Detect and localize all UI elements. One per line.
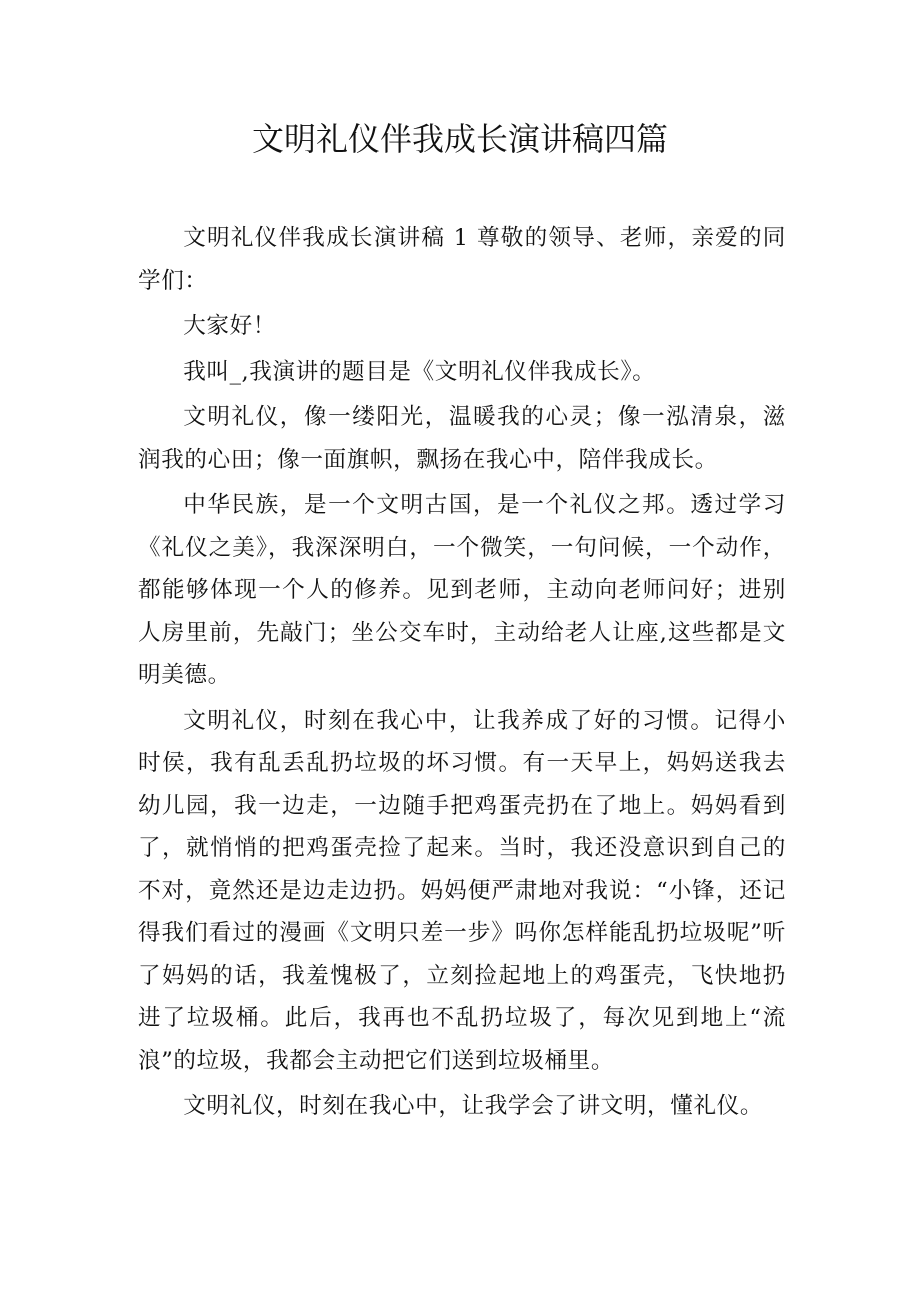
paragraph-conclusion: 文明礼仪，时刻在我心中，让我学会了讲文明，懂礼仪。 — [183, 1093, 764, 1119]
paragraph-hello: 大家好！ — [183, 313, 276, 339]
document-body — [138, 217, 786, 1128]
paragraph-metaphor: 文明礼仪，像一缕阳光，温暖我的心灵；像一泓清泉，滋润我的心田；像一面旗帜，飘扬在我心中，陪伴我成长。 — [138, 404, 786, 473]
document-title: 文明礼仪伴我成长演讲稿四篇 — [251, 120, 668, 158]
paragraph-story: 文明礼仪，时刻在我心中，让我养成了好的习惯。记得小时侯，我有乱丢乱扔垃圾的坏习惯。有一天早上，妈妈送我去幼儿园，我一边走，一边随手把鸡蛋壳扔在了地上。妈妈看到了，就悄悄的把鸡蛋壳捡了起来。当时，我还没意识到自己的不对，竟然还是边走边扔。妈妈便严肃地对我说：“小锋，还记得我们看过的漫画《文明只差一步》吗你怎样能乱扔垃圾呢”听了妈妈的话，我羞愧极了，立刻捡起地上的鸡蛋壳，飞快地扔进了垃圾桶。此后，我再也不乱扔垃圾了，每次见到地上“流浪”的垃圾，我都会主动把它们送到垃圾桶里。 — [138, 707, 786, 1074]
paragraph-nation: 中华民族，是一个文明古国，是一个礼仪之邦。透过学习《礼仪之美》，我深深明白，一个微笑，一句问候，一个动作，都能够体现一个人的修养。见到老师，主动向老师问好；进别人房里前，先敲门；坐公交车时，主动给老人让座,这些都是文明美德。 — [138, 492, 786, 688]
paragraph-greeting: 文明礼仪伴我成长演讲稿 1 尊敬的领导、老师，亲爱的同学们： — [138, 225, 786, 294]
paragraph-intro: 我叫_,我演讲的题目是《文明礼仪伴我成长》。 — [183, 358, 656, 385]
